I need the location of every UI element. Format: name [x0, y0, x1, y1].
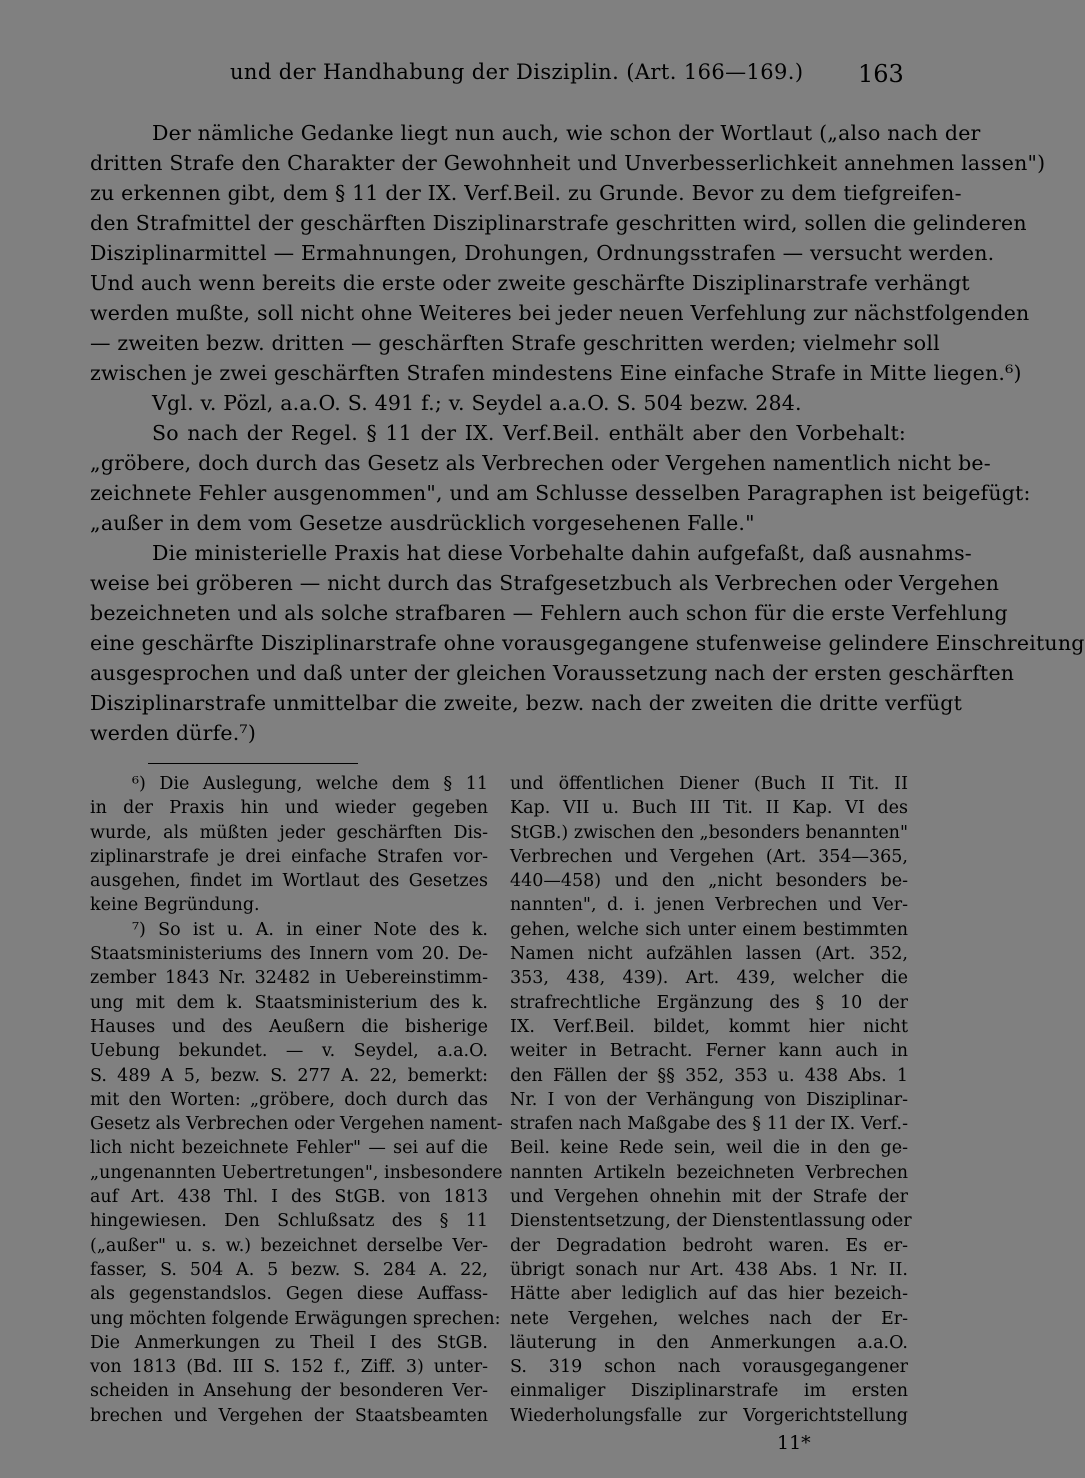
footnote-line: Dienstentsetzung, der Dienstentlassung oder	[510, 1211, 912, 1232]
footnote-line: Beil. keine Rede sein, weil die in den ge-	[510, 1138, 908, 1159]
text-line: Der nämliche Gedanke liegt nun auch, wie schon der Wortlaut („also nach der	[152, 121, 981, 145]
footnote-line: läuterung in den Anmerkungen a.a.O.	[510, 1332, 908, 1353]
footnote-line: keine Begründung.	[90, 895, 260, 916]
footnote-line: Hätte aber lediglich auf das hier bezeich-	[510, 1284, 908, 1305]
footnote-line: als gegenstandslos. Gegen diese Auffass-	[90, 1284, 488, 1305]
footnote-line: ⁷) So ist u. A. in einer Note des k.	[132, 919, 488, 940]
footnote-line: den Fällen der §§ 352, 353 u. 438 Abs. 1	[510, 1065, 908, 1086]
text-line: weise bei gröberen — nicht durch das Strafgesetzbuch als Verbrechen oder Vergehen	[90, 571, 1000, 595]
footnote-rule	[148, 763, 358, 764]
footnote-line: weiter in Betracht. Ferner kann auch in	[510, 1041, 908, 1062]
running-title: und der Handhabung der Disziplin. (Art. 166—169.)	[230, 60, 804, 84]
signature-mark: 11*	[777, 1432, 811, 1454]
footnote-line: („außer" u. s. w.) bezeichnet derselbe Ver-	[90, 1235, 488, 1256]
footnote-line: Wiederholungsfalle zur Vorgerichtstellung	[510, 1405, 908, 1426]
text-line: bezeichneten und als solche strafbaren — Fehlern auch schon für die erste Verfehlung	[90, 601, 1008, 625]
footnote-line: einmaliger Disziplinarstrafe im ersten	[510, 1381, 908, 1402]
footnote-line: 353, 438, 439). Art. 439, welcher die	[510, 968, 908, 989]
text-line: So nach der Regel. § 11 der IX. Verf.Beil. enthält aber den Vorbehalt:	[152, 421, 906, 445]
footnote-line: S. 489 A 5, bezw. S. 277 A. 22, bemerkt:	[90, 1065, 488, 1086]
footnote-line: 440—458) und den „nicht besonders be-	[510, 871, 908, 892]
footnote-line: mit den Worten: „gröbere, doch durch das	[90, 1089, 488, 1110]
footnote-line: ausgehen, findet im Wortlaut des Gesetzes	[90, 871, 488, 892]
footnote-line: fasser, S. 504 A. 5 bezw. S. 284 A. 22,	[90, 1259, 488, 1280]
footnote-line: von 1813 (Bd. III S. 152 f., Ziff. 3) unter-	[90, 1357, 488, 1378]
footnote-line: ⁶) Die Auslegung, welche dem § 11	[132, 774, 488, 794]
footnote-line: S. 319 schon nach vorausgegangener	[510, 1357, 908, 1378]
page-header	[0, 60, 1000, 94]
text-line: werden dürfe.⁷)	[90, 721, 257, 745]
text-line: werden mußte, soll nicht ohne Weiteres bei jeder neuen Verfehlung zur nächstfolgenden	[90, 301, 1030, 325]
text-line: dritten Strafe den Charakter der Gewohnheit und Unverbesserlichkeit annehmen lassen")	[90, 151, 1046, 175]
footnote-line: „ungenannten Uebertretungen", insbesondere	[90, 1162, 503, 1183]
page-number: 163	[858, 60, 904, 88]
main-text-block	[90, 118, 1085, 748]
text-line: Vgl. v. Pözl, a.a.O. S. 491 f.; v. Seydel a.a.O. S. 504 bezw. 284.	[152, 391, 802, 415]
text-line: „außer in dem vom Gesetze ausdrücklich vorgesehenen Falle."	[90, 511, 755, 535]
footnote-line: und öffentlichen Diener (Buch II Tit. II	[510, 774, 908, 794]
footnote-line: Hauses und des Aeußern die bisherige	[90, 1016, 488, 1037]
footnote-line: ung mit dem k. Staatsministerium des k.	[90, 992, 488, 1013]
footnote-line: wurde, als müßten jeder geschärften Dis-	[90, 822, 488, 843]
footnotes-right-column	[510, 772, 912, 1428]
text-line: ausgesprochen und daß unter der gleichen Voraussetzung nach der ersten geschärften	[90, 661, 1015, 685]
footnote-line: StGB.) zwischen den „besonders benannten"	[510, 822, 908, 843]
footnote-line: lich nicht bezeichnete Fehler" — sei auf die	[90, 1138, 488, 1159]
text-line: zu erkennen gibt, dem § 11 der IX. Verf.Beil. zu Grunde. Bevor zu dem tiefgreifen-	[90, 181, 962, 205]
footnote-line: ziplinarstrafe je drei einfache Strafen vor-	[90, 846, 488, 867]
footnote-line: nannten", d. i. jenen Verbrechen und Ver-	[510, 895, 908, 916]
text-line: Disziplinarstrafe unmittelbar die zweite, bezw. nach der zweiten die dritte verfügt	[90, 691, 963, 715]
footnote-line: strafrechtliche Ergänzung des § 10 der	[510, 992, 908, 1013]
text-line: — zweiten bezw. dritten — geschärften Strafe geschritten werden; vielmehr soll	[90, 331, 940, 355]
footnote-line: auf Art. 438 Thl. I des StGB. von 1813	[90, 1187, 488, 1208]
footnote-line: übrigt sonach nur Art. 438 Abs. 1 Nr. II.	[510, 1259, 908, 1280]
footnote-line: gehen, welche sich unter einem bestimmten	[510, 919, 908, 940]
footnote-line: ung möchten folgende Erwägungen sprechen:	[90, 1308, 501, 1329]
footnote-line: Kap. VII u. Buch III Tit. II Kap. VI des	[510, 798, 908, 819]
footnote-line: und Vergehen ohnehin mit der Strafe der	[510, 1187, 908, 1208]
footnote-line: IX. Verf.Beil. bildet, kommt hier nicht	[510, 1016, 908, 1037]
text-line: Disziplinarmittel — Ermahnungen, Drohungen, Ordnungsstrafen — versucht werden.	[90, 241, 995, 265]
footnote-line: Staatsministeriums des Innern vom 20. De-	[90, 944, 488, 965]
footnote-line: Nr. I von der Verhängung von Disziplinar-	[510, 1089, 908, 1110]
footnote-line: Gesetz als Verbrechen oder Vergehen nament-	[90, 1114, 503, 1135]
footnote-line: Die Anmerkungen zu Theil I des StGB.	[90, 1332, 488, 1353]
footnote-line: brechen und Vergehen der Staatsbeamten	[90, 1405, 488, 1426]
text-line: Die ministerielle Praxis hat diese Vorbehalte dahin aufgefaßt, daß ausnahms-	[152, 541, 972, 565]
text-line: „gröbere, doch durch das Gesetz als Verbrechen oder Vergehen namentlich nicht be-	[90, 451, 991, 475]
footnote-line: Namen nicht aufzählen lassen (Art. 352,	[510, 944, 908, 965]
footnote-line: scheiden in Ansehung der besonderen Ver-	[90, 1381, 488, 1402]
footnote-line: nete Vergehen, welches nach der Er-	[510, 1308, 908, 1329]
footnote-line: zember 1843 Nr. 32482 in Uebereinstimm-	[90, 968, 488, 989]
footnote-line: hingewiesen. Den Schlußsatz des § 11	[90, 1211, 488, 1232]
text-line: den Strafmittel der geschärften Disziplinarstrafe geschritten wird, sollen die gelinderen	[90, 211, 1027, 235]
footnote-line: strafen nach Maßgabe des § 11 der IX. Verf.-	[510, 1114, 908, 1135]
footnote-line: in der Praxis hin und wieder gegeben	[90, 798, 488, 819]
footnote-line: Uebung bekundet. — v. Seydel, a.a.O.	[90, 1041, 488, 1062]
footnote-line: nannten Artikeln bezeichneten Verbrechen	[510, 1162, 908, 1183]
text-line: eine geschärfte Disziplinarstrafe ohne vorausgegangene stufenweise gelindere Einschreitung	[90, 631, 1085, 655]
text-line: zeichnete Fehler ausgenommen", und am Schlusse desselben Paragraphen ist beigefügt:	[90, 481, 1031, 505]
text-line: Und auch wenn bereits die erste oder zweite geschärfte Disziplinarstrafe verhängt	[90, 271, 970, 295]
footnote-line: der Degradation bedroht waren. Es er-	[510, 1235, 908, 1256]
footnote-line: Verbrechen und Vergehen (Art. 354—365,	[510, 846, 908, 867]
text-line: zwischen je zwei geschärften Strafen mindestens Eine einfache Strafe in Mitte liegen.⁶)	[90, 361, 1022, 385]
footnotes-left-column	[90, 772, 503, 1428]
